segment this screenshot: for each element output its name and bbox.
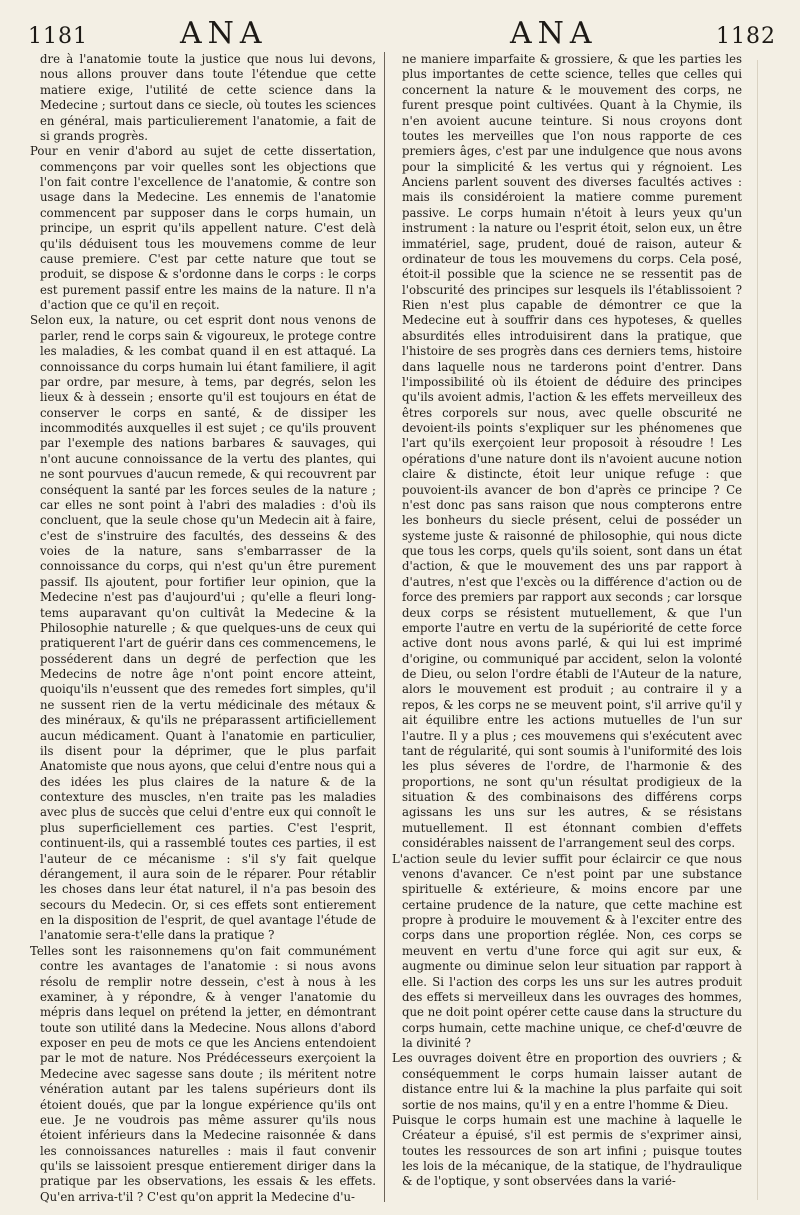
paragraph: Pour en venir d'abord au sujet de cette dissertation, commençons par voir quelles sont les objections que l'on fait contre l'excellence de l'anatomie, & contre son usage dans la Medecine. Les ennemis de l'anatomie commencent par supposer dans le corps humain, un principe, un esprit qu'ils appellent nature. C'est delà qu'ils déduisent tous les mouvemens comme de leur cause premiere. C'est par cette nature que tout se produit, se dispose & s'ordonne dans le corps : le corps est purement passif entre les mains de la nature. Il n'a d'action que ce qu'il en reçoit. (30, 144, 376, 312)
paragraph: L'action seule du levier suffit pour éclaircir ce que nous venons d'avancer. Ce n'est point par une substance spirituelle & extérieure, & moins encore par une certaine prudence de la nature, que cette machine est propre à produire le mouvement & à l'exciter entre des corps dans une proportion réglée. Non, ces corps se meuvent en vertu d'une force qui agit sur eux, & augmente ou diminue selon leur situation par rapport à elle. Si l'action des corps les uns sur les autres produit des effets si merveilleux dans les ouvrages des hommes, que ne doit point opérer cette cause dans la structure du corps humain, cette machine unique, ce chef-d'œuvre de la divinité ? (392, 851, 742, 1050)
paragraph: Selon eux, la nature, ou cet esprit dont nous venons de parler, rend le corps sain & vigoureux, le protege contre les maladies, & les combat quand il en est attaqué. La connoissance du corps humain lui étant familiere, il agit par ordre, par mesure, à tems, par degrés, selon les lieux & à dessein ; ensorte qu'il est toujours en état de conserver le corps en santé, & de dissiper les incommodités auxquelles il est sujet ; ce qu'ils prouvent par l'exemple des nations barbares & sauvages, qui n'ont aucune connoissance de la vertu des plantes, qui ne sont pourvues d'aucun remede, & qui recouvrent par conséquent la santé par les forces seules de la nature ; car elles ne sont point à l'abri des maladies : d'où ils concluent, que la seule chose qu'un Medecin ait à faire, c'est de s'instruire des facultés, des desseins & des voies de la nature, sans s'embarrasser de la connoissance du corps, qui n'est qu'un être purement passif. Ils ajoutent, pour fortifier leur opinion, que la Medecine n'est pas d'aujourd'ui ; qu'elle a fleuri long-tems auparavant qu'on cultivât la Medecine & la Philosophie naturelle ; & que quelques-uns de ceux qui pratiquerent l'art de guérir dans ces commencemens, le posséderent dans un degré de perfection que les Medecins de notre âge n'ont point encore atteint, quoiqu'ils n'eussent que des remedes fort simples, qu'il ne sussent rien de la vertu médicinale des métaux & des minéraux, & qu'ils ne préparassent artificiellement aucun médicament. Quant à l'anatomie en particulier, ils disent pour la déprimer, que le plus parfait Anatomiste que nous ayons, que celui d'entre nous qui a des idées les plus claires de la nature & de la contexture des muscles, n'en traite pas les maladies avec plus de succès que celui d'entre eux qui connoît le plus superficiellement ces parties. C'est l'esprit, continuent-ils, qui a rassemblé toutes ces parties, il est l'auteur de ce mécanisme : s'il s'y fait quelque dérangement, il aura soin de le réparer. Pour rétablir les choses dans leur état naturel, il n'a pas besoin des secours du Medecin. Or, si ces effets sont entierement en la disposition de l'esprit, de quel avantage l'étude de l'anatomie sera-t'elle dans la pratique ? (30, 313, 376, 943)
column-divider (384, 52, 385, 1202)
page-header (20, 10, 782, 50)
right-page-number: 1182 (716, 24, 776, 49)
left-running-head: ANA (180, 16, 268, 51)
paragraph: dre à l'anatomie toute la justice que nous lui devons, nous allons prouver dans toute l'étendue que cette matiere exige, l'utilité de cette science dans la Medecine ; surtout dans ce siecle, où toutes les sciences en général, mais particulierement l'anatomie, a fait de si grands progrès. (40, 52, 376, 143)
paragraph: Les ouvrages doivent être en proportion des ouvriers ; & conséquemment le corps humain laisser autant de distance entre lui & la machine la plus parfaite qui soit sortie de nos mains, qu'il y en a entre l'homme & Dieu. (392, 1051, 742, 1112)
page-seam (757, 60, 758, 1200)
paragraph: ne maniere imparfaite & grossiere, & que les parties les plus importantes de cette science, telles que celles qui concernent la nature & le mouvement des corps, ne furent presque point cultivées. Quant à la Chymie, ils n'en avoient aucune teinture. Si nous croyons dont toutes les merveilles que l'on nous rapporte de ces premiers âges, c'est par une indulgence que nous avons pour la simplicité & les vertus qui y régnoient. Les Anciens parlent souvent des diverses facultés actives : mais ils considéroient la matiere comme purement passive. Le corps humain n'étoit à leurs yeux qu'un instrument : la nature ou l'esprit étoit, selon eux, un être immatériel, sage, prudent, doué de raison, auteur & ordinateur de tous les mouvemens du corps. Cela posé, étoit-il possible que la science ne se ressentit pas de l'obscurité des principes sur lesquels ils l'établissoient ? Rien n'est plus capable de démontrer ce que la Medecine eut à souffrir dans ces hypoteses, & quelles absurdités elles introduisirent dans la pratique, que l'histoire de ses progrès dans ces derniers tems, histoire dans laquelle nous ne tarderons point d'entrer. Dans l'impossibilité où ils étoient de déduire des principes qu'ils avoient admis, l'action & les effets merveilleux des êtres corporels sur nous, avec quelle obscurité ne devoient-ils points s'expliquer sur les phénomenes que l'art qu'ils exerçoient leur proposoit à résoudre ! Les opérations d'une nature dont ils n'avoient aucune notion claire & distincte, étoit leur unique refuge : que pouvoient-ils avancer de bon d'après ce principe ? Ce n'est donc pas sans raison que nous compterons entre les bonheurs du siecle présent, celui de posséder un systeme juste & raisonné de philosophie, qui nous dicte que tous les corps, quels qu'ils soient, sont dans un état d'action, & que le mouvement des uns par rapport à d'autres, n'est que l'excès ou la différence d'action ou de force des premiers par rapport aux seconds ; car lorsque deux corps se résistent mutuellement, & que l'un emporte l'autre en vertu de la supériorité de cette force active dont nous avons parlé, & qui lui est imprimé d'origine, ou communiqué par accident, selon la volonté de Dieu, ou selon l'ordre établi de l'Auteur de la nature, alors le mouvement est produit ; au contraire il y a repos, & les corps ne se meuvent point, s'il arrive qu'il y ait équilibre entre les actions mutuelles de l'un sur l'autre. Il y a plus ; ces mouvemens qui s'exécutent avec tant de régularité, qui sont soumis à l'uniformité des lois les plus séveres de l'ordre, de l'harmonie & des proportions, ne sont qu'un résultat prodigieux de la situation & des combinaisons des différens corps agissans les uns sur les autres, & se résistans mutuellement. Il est étonnant combien d'effets considérables naissent de l'arrangement seul des corps. (402, 52, 742, 851)
left-page-number: 1181 (28, 24, 88, 49)
right-running-head: ANA (510, 16, 598, 51)
right-column (392, 52, 742, 1190)
paragraph: Puisque le corps humain est une machine à laquelle le Créateur a épuisé, s'il est permis de s'exprimer ainsi, toutes les ressources de son art infini ; puisque toutes les lois de la mécanique, de la statique, de l'hydraulique & de l'optique, y sont observées dans la varié- (392, 1112, 742, 1189)
left-column (30, 52, 376, 1205)
paragraph: Telles sont les raisonnemens qu'on fait communément contre les avantages de l'anatomie : si nous avons résolu de remplir notre dessein, c'est à nous à les examiner, à y répondre, & à venger l'anatomie du mépris dans lequel on prétend la jetter, en démontrant toute son utilité dans la Medecine. Nous allons d'abord exposer en peu de mots ce que les Anciens entendoient par le mot de nature. Nos Prédécesseurs exerçoient la Medecine avec sagesse sans doute ; ils méritent notre vénération autant par les talens supérieurs dont ils étoient doués, que par la longue expérience qu'ils ont eue. Je ne voudrois pas même assurer qu'ils nous étoient inférieurs dans la Medecine raisonnée & dans les connoissances naturelles : mais il faut convenir qu'ils se laissoient presque entierement diriger dans la pratique par les observations, les essais & les effets. Qu'en arriva-t'il ? C'est qu'on apprit la Medecine d'u- (30, 943, 376, 1204)
